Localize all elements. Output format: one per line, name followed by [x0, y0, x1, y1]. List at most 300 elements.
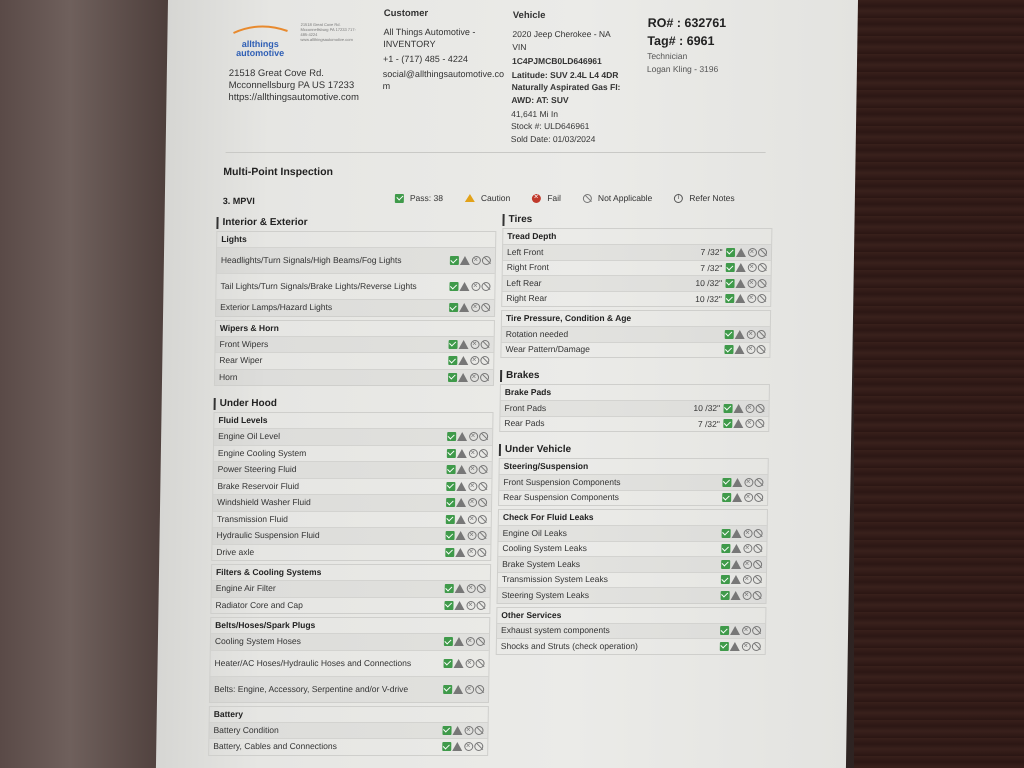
- pass-check-icon: [443, 659, 452, 668]
- not-applicable-icon: [476, 637, 485, 646]
- inspection-row: [214, 445, 492, 462]
- left-column: [208, 217, 497, 759]
- caution-triangle-icon: [456, 482, 466, 491]
- caution-triangle-icon: [452, 742, 462, 751]
- inspection-row: [209, 738, 487, 755]
- item-measurement: 10 /32": [695, 278, 723, 289]
- item-name: Steering System Leaks: [501, 589, 590, 600]
- fail-x-icon: [470, 340, 479, 349]
- pass-check-icon: [446, 449, 455, 458]
- pass-check-icon: [449, 282, 458, 291]
- not-applicable-icon: [752, 626, 761, 635]
- vehicle-block: [511, 10, 643, 145]
- caution-triangle-icon: [734, 345, 744, 354]
- status-icons: [720, 575, 762, 584]
- inspection-row: [502, 291, 770, 307]
- right-column: [496, 214, 773, 658]
- pass-check-icon: [720, 626, 729, 635]
- inspection-row: [215, 369, 493, 386]
- inspection-group: [496, 607, 767, 655]
- caution-triangle-icon: [456, 515, 466, 524]
- item-name: Exterior Lamps/Hazard Lights: [220, 302, 333, 313]
- inspection-row: [497, 638, 765, 654]
- status-icons: [724, 330, 766, 339]
- status-legend: [395, 193, 785, 203]
- caution-triangle-icon: [458, 373, 468, 382]
- dealer-address: [228, 68, 379, 104]
- item-name: Transmission Fluid: [216, 513, 288, 524]
- fail-x-icon: [743, 560, 752, 569]
- pass-check-icon: [448, 340, 457, 349]
- group-heading: Steering/Suspension: [503, 461, 589, 471]
- inspection-group: [214, 320, 495, 387]
- fail-x-icon: [467, 515, 476, 524]
- fail-x-icon: [744, 493, 753, 502]
- not-applicable-icon: [478, 482, 487, 491]
- item-name: Transmission System Leaks: [501, 574, 608, 585]
- item-name: Heater/AC Hoses/Hydraulic Hoses and Connections: [214, 657, 412, 668]
- technician-name: Logan Kling - 3196: [646, 64, 719, 74]
- caution-triangle-icon: [457, 465, 467, 474]
- group-heading: Check For Fluid Leaks: [502, 512, 594, 522]
- group-heading: Wipers & Horn: [219, 322, 279, 333]
- status-icons: [722, 478, 764, 487]
- group-heading: Tire Pressure, Condition & Age: [505, 313, 632, 323]
- status-icons: [445, 515, 487, 524]
- not-applicable-icon: [478, 531, 487, 540]
- caution-triangle-icon: [455, 584, 465, 593]
- not-applicable-icon: [754, 478, 763, 487]
- inspection-row: [210, 650, 488, 676]
- item-name: Right Front: [506, 262, 549, 273]
- inspection-row: [215, 352, 493, 369]
- group-heading: Battery: [213, 708, 244, 719]
- item-name: Brake System Leaks: [502, 558, 581, 569]
- fail-x-icon: [747, 263, 756, 272]
- vehicle-heading: Vehicle: [512, 10, 546, 21]
- not-applicable-icon: [583, 194, 592, 203]
- inspection-group: [501, 228, 772, 307]
- inspection-group: [498, 458, 769, 506]
- customer-block: [383, 8, 509, 92]
- fail-x-icon: [465, 685, 474, 694]
- inspection-row: [212, 527, 490, 544]
- status-icons: [725, 279, 767, 288]
- fail-x-icon: [743, 529, 752, 538]
- caution-triangle-icon: [731, 591, 741, 600]
- status-icons: [449, 282, 491, 291]
- caution-triangle-icon: [732, 529, 742, 538]
- status-icons: [721, 544, 763, 553]
- section-heading: Under Vehicle: [499, 444, 769, 456]
- status-icons: [443, 637, 485, 646]
- inspection-group: [211, 412, 493, 561]
- fail-x-icon: [468, 482, 477, 491]
- vehicle-model: 2020 Jeep Cherokee - NA: [512, 29, 611, 40]
- pass-check-icon: [719, 642, 728, 651]
- inspection-group: [499, 384, 770, 432]
- not-applicable-icon: [477, 548, 486, 557]
- caution-triangle-icon: [730, 642, 740, 651]
- caution-triangle-icon: [735, 330, 745, 339]
- fail-x-icon: [465, 637, 474, 646]
- group-heading: Belts/Hoses/Spark Plugs: [215, 620, 316, 630]
- legend-pass: [395, 193, 443, 203]
- item-name: Rotation needed: [505, 328, 569, 339]
- fail-x-icon: [747, 294, 756, 303]
- item-name: Engine Cooling System: [217, 447, 307, 458]
- pass-check-icon: [446, 482, 455, 491]
- caution-triangle-icon: [731, 560, 741, 569]
- not-applicable-icon: [480, 373, 489, 382]
- inspection-row: [211, 633, 489, 650]
- inspection-row: [498, 541, 766, 557]
- item-name: Right Rear: [506, 293, 548, 304]
- vin-label: VIN: [512, 41, 527, 52]
- caution-triangle-icon: [731, 575, 741, 584]
- status-icons: [446, 465, 488, 474]
- status-icons: [446, 498, 488, 507]
- status-icons: [725, 263, 767, 272]
- inspection-row: [209, 722, 487, 739]
- status-icons: [720, 591, 762, 600]
- status-icons: [443, 685, 485, 694]
- pass-check-icon: [446, 465, 455, 474]
- item-name: Engine Oil Leaks: [502, 527, 567, 538]
- status-icons: [721, 529, 763, 538]
- not-applicable-icon: [753, 575, 762, 584]
- caution-triangle-icon: [731, 544, 741, 553]
- status-icons: [442, 742, 484, 751]
- not-applicable-icon: [755, 419, 764, 428]
- pass-check-icon: [725, 248, 734, 257]
- not-applicable-icon: [482, 256, 491, 265]
- caution-triangle-icon: [457, 432, 467, 441]
- caution-triangle-icon: [735, 294, 745, 303]
- status-icons: [721, 560, 763, 569]
- pass-check-icon: [445, 515, 454, 524]
- fail-x-icon: [745, 419, 754, 428]
- desk-right: [854, 0, 1024, 768]
- fail-x-icon: [468, 465, 477, 474]
- item-name: Power Steering Fluid: [217, 464, 297, 475]
- dealer-website: https://allthingsautomotive.com: [228, 92, 359, 103]
- not-applicable-icon: [476, 659, 485, 668]
- fail-x-icon: [469, 432, 478, 441]
- inspection-row: [217, 247, 495, 273]
- inspection-row: [498, 587, 766, 603]
- pass-check-icon: [444, 601, 453, 610]
- not-applicable-icon: [481, 340, 490, 349]
- pass-check-icon: [724, 330, 733, 339]
- inspection-row: [212, 544, 490, 561]
- inspection-row: [502, 275, 770, 291]
- pass-check-icon: [721, 560, 730, 569]
- customer-email: social@allthingsautomotive.com: [382, 69, 505, 91]
- not-applicable-icon: [474, 742, 483, 751]
- caution-triangle-icon: [458, 356, 468, 365]
- caution-triangle-icon: [454, 659, 464, 668]
- caution-triangle-icon: [453, 685, 463, 694]
- order-block: [647, 14, 778, 76]
- inspection-row: [500, 416, 768, 432]
- fail-x-icon: [742, 626, 751, 635]
- status-icons: [725, 248, 767, 257]
- desk-left: [0, 0, 175, 768]
- pass-check-icon: [721, 544, 730, 553]
- pass-check-icon: [395, 194, 404, 203]
- status-icons: [448, 340, 490, 349]
- caution-triangle-icon: [734, 404, 744, 413]
- inspection-row: [211, 597, 489, 614]
- pass-check-icon: [445, 531, 454, 540]
- caution-triangle-icon: [456, 498, 466, 507]
- pass-check-icon: [720, 575, 729, 584]
- inspection-row: [210, 676, 488, 702]
- customer-name: All Things Automotive - INVENTORY: [383, 27, 476, 49]
- technician-label: Technician: [647, 51, 688, 61]
- inspection-row: [498, 556, 766, 572]
- inspection-row: [501, 342, 769, 358]
- pass-check-icon: [723, 419, 732, 428]
- item-name: Battery Condition: [213, 724, 279, 735]
- pass-check-icon: [442, 726, 451, 735]
- item-measurement: 7 /32": [700, 247, 723, 258]
- status-icons: [448, 356, 490, 365]
- group-heading: Fluid Levels: [218, 415, 268, 425]
- dealer-address-line2: Mcconnellsburg PA US 17233: [228, 80, 355, 91]
- customer-phone: +1 - (717) 485 - 4224: [382, 54, 468, 64]
- fail-x-icon: [466, 601, 475, 610]
- status-icons: [722, 493, 764, 502]
- item-name: Tail Lights/Turn Signals/Brake Lights/Reverse Lights: [220, 281, 417, 291]
- legend-fail: [532, 193, 561, 203]
- pass-check-icon: [448, 373, 457, 382]
- inspection-row: [497, 623, 765, 639]
- caution-triangle-icon: [454, 601, 464, 610]
- fail-x-icon: [745, 404, 754, 413]
- not-applicable-icon: [753, 544, 762, 553]
- inspection-row: [499, 474, 767, 490]
- caution-triangle-icon: [735, 279, 745, 288]
- status-icons: [444, 584, 486, 593]
- inspection-row: [503, 244, 771, 260]
- not-applicable-icon: [758, 263, 767, 272]
- caution-triangle-icon: [736, 263, 746, 272]
- inspection-group: [500, 310, 771, 358]
- fail-x-icon: [467, 548, 476, 557]
- group-heading: Tread Depth: [507, 231, 557, 241]
- fail-x-icon: [471, 256, 480, 265]
- status-icons: [443, 659, 485, 668]
- inspection-group: [209, 617, 490, 703]
- fail-x-icon: [467, 531, 476, 540]
- status-icons: [719, 642, 761, 651]
- inspection-row: [216, 299, 494, 316]
- item-name: Battery, Cables and Connections: [213, 741, 337, 752]
- header-divider: [226, 152, 766, 153]
- inspection-row: [502, 326, 770, 342]
- item-name: Drive axle: [216, 546, 255, 557]
- section-heading: Under Hood: [214, 398, 494, 410]
- caution-triangle-icon: [460, 256, 470, 265]
- fail-x-icon: [747, 279, 756, 288]
- section-heading: Brakes: [500, 370, 770, 382]
- caution-triangle-icon: [733, 419, 743, 428]
- inspection-group: [215, 231, 496, 317]
- pass-check-icon: [448, 356, 457, 365]
- caution-triangle-icon: [455, 548, 465, 557]
- fail-x-icon: [471, 282, 480, 291]
- status-icons: [445, 531, 487, 540]
- group-heading: Other Services: [501, 609, 562, 620]
- item-name: Engine Air Filter: [215, 583, 276, 594]
- not-applicable-icon: [754, 529, 763, 538]
- legend-na: [583, 193, 653, 203]
- not-applicable-icon: [474, 726, 483, 735]
- pass-check-icon: [725, 263, 734, 272]
- caution-triangle-icon: [452, 726, 462, 735]
- status-icons: [724, 345, 766, 354]
- pass-check-icon: [442, 742, 451, 751]
- legend-notes-label: Refer Notes: [689, 193, 735, 203]
- item-name: Headlights/Turn Signals/High Beams/Fog Lights: [220, 255, 402, 265]
- inspection-row: [215, 336, 493, 353]
- not-applicable-icon: [757, 330, 766, 339]
- caution-triangle-icon: [459, 282, 469, 291]
- section-heading: Interior & Exterior: [216, 217, 496, 229]
- caution-triangle-icon: [736, 248, 746, 257]
- dealer-address-line1: 21518 Great Cove Rd.: [228, 68, 324, 79]
- not-applicable-icon: [477, 584, 486, 593]
- not-applicable-icon: [478, 515, 487, 524]
- status-icons: [442, 726, 484, 735]
- item-name: Brake Reservoir Fluid: [217, 480, 300, 491]
- item-name: Left Rear: [506, 277, 542, 288]
- pass-check-icon: [446, 498, 455, 507]
- caution-triangle-icon: [456, 531, 466, 540]
- item-name: Cooling System Leaks: [502, 543, 588, 554]
- item-name: Shocks and Struts (check operation): [500, 640, 638, 651]
- inspection-title: Multi-Point Inspection: [223, 166, 334, 178]
- caution-triangle-icon: [457, 449, 467, 458]
- inspection-row: [213, 511, 491, 528]
- section-heading: Tires: [502, 214, 772, 226]
- item-name: Front Suspension Components: [503, 476, 621, 487]
- inspection-row: [213, 478, 491, 495]
- item-measurement: 10 /32": [695, 293, 722, 304]
- pass-check-icon: [721, 529, 730, 538]
- inspection-row: [213, 461, 491, 478]
- item-name: Front Pads: [504, 402, 547, 413]
- status-icons: [449, 303, 491, 312]
- vehicle-stock: Stock #: ULD646961: [510, 121, 590, 132]
- caution-triangle-icon: [730, 626, 740, 635]
- fail-x-icon: [532, 194, 541, 203]
- inspection-row: [216, 273, 494, 299]
- item-name: Rear Suspension Components: [503, 492, 620, 503]
- item-name: Rear Pads: [504, 418, 545, 429]
- status-icons: [725, 294, 767, 303]
- legend-pass-label: Pass: 38: [409, 193, 444, 203]
- item-name: Front Wipers: [219, 338, 269, 349]
- customer-heading: Customer: [383, 8, 429, 19]
- pass-check-icon: [449, 256, 458, 265]
- vehicle-sold-date: Sold Date: 01/03/2024: [510, 133, 596, 144]
- status-icons: [446, 482, 488, 491]
- not-applicable-icon: [757, 294, 766, 303]
- fail-x-icon: [743, 544, 752, 553]
- pass-check-icon: [722, 493, 731, 502]
- fail-x-icon: [741, 642, 750, 651]
- vin-value: 1C4PJMCB0LD646961: [511, 55, 602, 66]
- inspection-group: [208, 706, 489, 756]
- fail-x-icon: [746, 345, 755, 354]
- not-applicable-icon: [479, 449, 488, 458]
- not-applicable-icon: [752, 642, 761, 651]
- item-measurement: 7 /32": [697, 418, 720, 429]
- not-applicable-icon: [479, 465, 488, 474]
- status-icons: [447, 432, 489, 441]
- item-name: Windshield Washer Fluid: [217, 497, 311, 508]
- status-icons: [449, 256, 491, 265]
- pass-check-icon: [725, 279, 734, 288]
- status-icons: [446, 449, 488, 458]
- fail-x-icon: [470, 356, 479, 365]
- item-measurement: 7 /32": [700, 262, 723, 273]
- legend-caution-label: Caution: [480, 193, 511, 203]
- item-name: Cooling System Hoses: [214, 636, 301, 647]
- legend-caution: [465, 193, 510, 203]
- pass-check-icon: [724, 345, 733, 354]
- not-applicable-icon: [754, 493, 763, 502]
- pass-check-icon: [720, 591, 729, 600]
- fail-x-icon: [464, 726, 473, 735]
- status-icons: [448, 373, 490, 382]
- inspection-row: [212, 580, 490, 597]
- caution-triangle-icon: [732, 478, 742, 487]
- status-icons: [720, 626, 762, 635]
- not-applicable-icon: [753, 560, 762, 569]
- logo-text-1: allthings: [241, 39, 279, 49]
- item-name: Exhaust system components: [501, 625, 610, 636]
- inspection-row: [214, 428, 492, 445]
- caution-triangle-icon: [732, 493, 742, 502]
- fail-x-icon: [471, 303, 480, 312]
- fail-x-icon: [468, 498, 477, 507]
- ro-number: RO# : 632761: [647, 16, 727, 30]
- group-heading: Filters & Cooling Systems: [215, 567, 322, 577]
- fail-x-icon: [742, 575, 751, 584]
- fail-x-icon: [465, 659, 474, 668]
- caution-triangle-icon: [465, 194, 475, 202]
- item-name: Wear Pattern/Damage: [505, 344, 591, 355]
- not-applicable-icon: [480, 356, 489, 365]
- inspection-row: [498, 572, 766, 588]
- fail-x-icon: [742, 591, 751, 600]
- logo-text-2: automotive: [236, 48, 285, 58]
- inspection-sheet: [156, 0, 858, 768]
- not-applicable-icon: [756, 345, 765, 354]
- inspection-row: [503, 260, 771, 276]
- pass-check-icon: [444, 584, 453, 593]
- inspection-group: [497, 509, 768, 604]
- group-heading: Lights: [221, 234, 247, 244]
- pass-check-icon: [449, 303, 458, 312]
- group-heading: Brake Pads: [504, 387, 552, 397]
- legend-notes: [674, 193, 735, 203]
- status-icons: [723, 419, 765, 428]
